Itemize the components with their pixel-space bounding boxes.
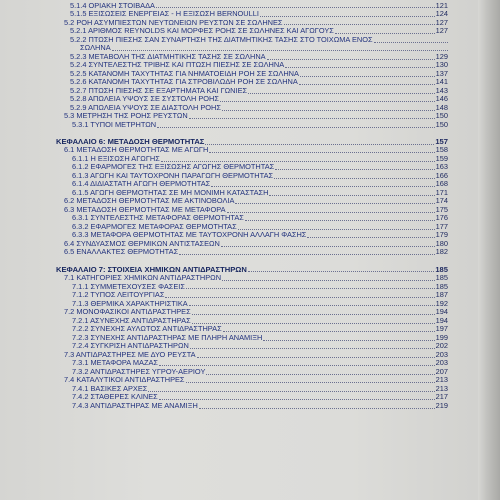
toc-entry-title: 5.3.1 ΤΥΠΟΙ ΜΕΤΡΗΤΩΝ xyxy=(72,119,157,129)
toc-entry-title: 7.1.3 ΘΕΡΜΙΚΑ ΧΑΡΑΚΤΗΡΙΣΤΙΚΑ xyxy=(72,298,188,308)
toc-entry-page: 207 xyxy=(435,366,448,376)
toc-entry-title: 6.1.1 Η ΕΞΙΣΩΣΗ ΑΓΩΓΗΣ xyxy=(72,153,160,163)
toc-entry-title: 7.2.4 ΣΥΓΚΡΙΣΗ ΑΝΤΙΔΡΑΣΤΗΡΩΝ xyxy=(72,341,189,351)
toc-entry-title: 7.1.2 ΤΥΠΟΣ ΛΕΙΤΟΥΡΓΙΑΣ xyxy=(72,290,165,300)
dot-leader xyxy=(186,288,435,289)
toc-entry-page: 127 xyxy=(435,17,448,27)
toc-entry-page: 213 xyxy=(435,383,448,393)
book-gutter xyxy=(478,0,500,500)
dot-leader xyxy=(186,382,435,383)
toc-entry-page: 143 xyxy=(435,85,448,95)
toc-entry-page: 127 xyxy=(435,26,448,36)
toc-entry-page: 203 xyxy=(435,358,448,368)
toc-entry-page: 180 xyxy=(435,238,448,248)
dot-leader xyxy=(148,391,435,392)
dot-leader xyxy=(248,93,435,94)
dot-leader xyxy=(190,348,435,349)
toc-entry-title: 5.2.7 ΠΤΩΣΗ ΠΙΕΣΗΣ ΣΕ ΕΞΑΡΤΗΜΑΤΑ ΚΑΙ ΓΩΝΙΕΣ xyxy=(70,85,248,95)
toc-entry-title: 5.2.2 ΠΤΩΣΗ ΠΙΕΣΗΣ ΣΑΝ ΣΥΝΑΡΤΗΣΗ ΤΗΣ ΔΙΑΤΜΗΤΙΚΗΣ ΤΑΣΗΣ ΣΤΟ ΤΟΙΧΩΜΑ ΕΝΟΣ xyxy=(70,34,373,44)
toc-entry-title: 5.3 ΜΕΤΡΗΣΗ ΤΗΣ ΡΟΗΣ ΡΕΥΣΤΩΝ xyxy=(64,111,188,121)
toc-entry-page: 121 xyxy=(435,0,448,10)
dot-leader xyxy=(179,254,435,255)
toc-entry-page: 176 xyxy=(435,213,448,223)
toc-entry-title: ΚΕΦΑΛΑΙΟ 7: ΣΤΟΙΧΕΙΑ ΧΗΜΙΚΩΝ ΑΝΤΙΔΡΑΣΤΗΡΩΝ xyxy=(56,264,247,274)
toc-entry-page: 171 xyxy=(435,187,448,197)
dot-leader xyxy=(222,280,435,281)
toc-entry-page: 194 xyxy=(435,307,448,317)
dot-leader xyxy=(267,59,435,60)
toc-entry-page: 157 xyxy=(435,136,448,146)
dot-leader xyxy=(159,399,435,400)
dot-leader xyxy=(227,212,435,213)
toc-entry-page: 141 xyxy=(435,77,448,87)
toc-entry-page: 150 xyxy=(435,119,448,129)
toc-entry-title: 7.4.3 ΑΝΤΙΔΡΑΣΤΗΡΑΣ ΜΕ ΑΝΑΜΙΞΗ xyxy=(72,400,198,410)
dot-leader xyxy=(221,246,435,247)
toc-entry-page: 219 xyxy=(435,400,448,410)
toc-entry-title: 5.2.5 ΚΑΤΑΝΟΜΗ ΤΑΧΥΤΗΤΑΣ ΓΙΑ ΝΗΜΑΤΟΕΙΔΗ ΡΟΗ ΣΕ ΣΩΛΗΝΑ xyxy=(70,68,299,78)
toc-entry-title: 7.4.1 ΒΑΣΙΚΕΣ ΑΡΧΕΣ xyxy=(72,383,148,393)
toc-entry xyxy=(56,402,448,411)
toc-entry-page: 202 xyxy=(435,341,448,351)
toc-entry-page: 158 xyxy=(435,145,448,155)
toc-entry-page: 174 xyxy=(435,196,448,206)
dot-leader xyxy=(300,76,435,77)
dot-leader xyxy=(263,340,435,341)
dot-leader xyxy=(199,408,435,409)
dot-leader xyxy=(189,305,435,306)
toc-entry-title: 5.1.5 ΕΞΙΣΩΣΕΙΣ ΕΝΕΡΓΕΙΑΣ - Η ΕΞΙΣΩΣΗ BERNOULLI xyxy=(70,9,259,19)
toc-entry xyxy=(56,36,448,45)
toc-entry-title: 6.5 ΕΝΑΛΛΑΚΤΕΣ ΘΕΡΜΟΤΗΤΑΣ xyxy=(64,247,179,257)
toc-entry-title: 7.4 ΚΑΤΑΛΥΤΙΚΟΙ ΑΝΤΙΔΡΑΣΤΗΡΕΣ xyxy=(64,375,185,385)
dot-leader xyxy=(197,357,435,358)
dot-leader xyxy=(223,331,435,332)
toc-entry-title: 5.2.3 ΜΕΤΑΒΟΛΗ ΤΗΣ ΔΙΑΤΜΗΤΙΚΗΣ ΤΑΣΗΣ ΣΕ ΣΩΛΗΝΑ xyxy=(70,51,266,61)
toc-entry-page: 185 xyxy=(435,264,448,274)
toc-entry-page: 159 xyxy=(435,153,448,163)
dot-leader xyxy=(192,323,435,324)
toc-entry-title: 5.2.9 ΑΠΩΛΕΙΑ ΥΨΟΥΣ ΣΕ ΔΙΑΣΤΟΛΗ ΡΟΗΣ xyxy=(70,102,221,112)
toc-entry-page: 217 xyxy=(435,392,448,402)
toc-entry-title: ΚΕΦΑΛΑΙΟ 6: ΜΕΤΑΔΟΣΗ ΘΕΡΜΟΤΗΤΑΣ xyxy=(56,136,205,146)
toc-entry-page: 163 xyxy=(435,162,448,172)
toc-entry-title: 5.2 ΡΟΗ ΑΣΥΜΠΙΕΣΤΩΝ ΝΕΥΤΩΝΕΙΩΝ ΡΕΥΣΤΩΝ ΣΕ ΣΩΛΗΝΕΣ xyxy=(64,17,283,27)
toc-entry-title: 7.2.3 ΣΥΝΕΧΗΣ ΑΝΤΙΔΡΑΣΤΗΡΑΣ ΜΕ ΠΛΗΡΗ ΑΝΑΜΙΞΗ xyxy=(72,332,263,342)
toc-entry-title: 5.2.4 ΣΥΝΤΕΛΕΣΤΗΣ ΤΡΙΒΗΣ ΚΑΙ ΠΤΩΣΗ ΠΙΕΣΗΣ ΣΕ ΣΩΛΗΝΑ xyxy=(70,60,285,70)
toc-entry-title: 7.3 ΑΝΤΙΔΡΑΣΤΗΡΕΣ ΜΕ ΔΥΟ ΡΕΥΣΤΑ xyxy=(64,349,196,359)
toc-entry-title: 5.1.4 ΟΡΙΑΚΗ ΣΤΟΙΒΑΔΑ xyxy=(70,0,155,10)
dot-leader xyxy=(260,16,435,17)
toc-entry-title: 6.3.2 ΕΦΑΡΜΟΓΕΣ ΜΕΤΑΦΟΡΑΣ ΘΕΡΜΟΤΗΤΑΣ xyxy=(72,221,237,231)
toc-entry-title: 5.2.1 ΑΡΙΘΜΟΣ REYNOLDS ΚΑΙ ΜΟΡΦΕΣ ΡΟΗΣ ΣΕ ΣΩΛΗΝΕΣ ΚΑΙ ΑΓΩΓΟΥΣ xyxy=(70,26,334,36)
toc-entry-title: 5.2.6 ΚΑΤΑΝΟΜΗ ΤΑΧΥΤΗΤΑΣ ΓΙΑ ΣΤΡΟΒΙΛΩΔΗ ΡΟΗ ΣΕ ΣΩΛΗΝΑ xyxy=(70,77,298,87)
dot-leader xyxy=(220,101,435,102)
dot-leader xyxy=(245,220,435,221)
toc-entry xyxy=(56,121,448,130)
toc-entry-title: 6.2 ΜΕΤΑΔΟΣΗ ΘΕΡΜΟΤΗΤΑΣ ΜΕ ΑΚΤΙΝΟΒΟΛΙΑ xyxy=(64,196,235,206)
dot-leader xyxy=(285,67,435,68)
toc-entry-title: 7.1.1 ΣΥΜΜΕΤΕΧΟΥΣΕΣ ΦΑΣΕΙΣ xyxy=(72,281,185,291)
dot-leader xyxy=(192,314,435,315)
toc-entry-page: 150 xyxy=(435,111,448,121)
dot-leader xyxy=(189,118,435,119)
toc-entry-page: 182 xyxy=(435,247,448,257)
toc-entry-title: ΣΩΛΗΝΑ xyxy=(80,43,111,53)
dot-leader xyxy=(206,374,435,375)
toc-entry-page: 146 xyxy=(435,94,448,104)
toc-entry-title: 7.2.2 ΣΥΝΕΧΗΣ ΑΥΛΩΤΟΣ ΑΝΤΙΔΡΑΣΤΗΡΑΣ xyxy=(72,324,222,334)
dot-leader xyxy=(235,203,435,204)
toc-entry-title: 6.1 ΜΕΤΑΔΟΣΗ ΘΕΡΜΟΤΗΤΑΣ ΜΕ ΑΓΩΓΗ xyxy=(64,145,209,155)
toc-entry-page: 168 xyxy=(435,179,448,189)
toc-entry-title: 6.1.4 ΔΙΔΙΑΣΤΑΤΗ ΑΓΩΓΗ ΘΕΡΜΟΤΗΤΑΣ xyxy=(72,179,211,189)
toc-entry-title: 6.1.3 ΑΓΩΓΗ ΚΑΙ ΤΑΥΤΟΧΡΟΝΗ ΠΑΡΑΓΩΓΗ ΘΕΡΜΟΤΗΤΑΣ xyxy=(72,170,274,180)
toc-entry-title: 7.2 ΜΟΝΟΦΑΣΙΚΟΙ ΑΝΤΙΔΡΑΣΤΗΡΕΣ xyxy=(64,307,191,317)
toc-entry-title: 6.1.5 ΑΓΩΓΗ ΘΕΡΜΟΤΗΤΑΣ ΣΕ ΜΗ ΜΟΝΙΜΗ ΚΑΤΑΣΤΑΣΗ xyxy=(72,187,269,197)
toc-entry-page: 185 xyxy=(435,281,448,291)
dot-leader xyxy=(269,195,435,196)
dot-leader xyxy=(374,42,448,43)
toc-entry-title: 7.2.1 ΑΣΥΝΕΧΗΣ ΑΝΤΙΔΡΑΣΤΗΡΑΣ xyxy=(72,315,191,325)
toc-entry-page: 203 xyxy=(435,349,448,359)
dot-leader xyxy=(335,33,435,34)
dot-leader xyxy=(275,169,435,170)
dot-leader xyxy=(165,297,435,298)
toc-entry-page: 185 xyxy=(435,273,448,283)
toc-entry-title: 6.3 ΜΕΤΑΔΟΣΗ ΘΕΡΜΟΤΗΤΑΣ ΜΕ ΜΕΤΑΦΟΡΑ xyxy=(64,204,226,214)
dot-leader xyxy=(205,144,434,145)
toc-entry-page: 179 xyxy=(435,230,448,240)
toc-entry-title: 5.2.8 ΑΠΩΛΕΙΑ ΥΨΟΥΣ ΣΕ ΣΥΣΤΟΛΗ ΡΟΗΣ xyxy=(70,94,219,104)
toc-entry-title: 7.4.2 ΣΤΑΘΕΡΕΣ ΚΛΙΝΕΣ xyxy=(72,392,158,402)
toc-entry-page: 197 xyxy=(435,324,448,334)
toc-entry-page: 187 xyxy=(435,290,448,300)
dot-leader xyxy=(299,84,435,85)
toc-entry-title: 6.3.3 ΜΕΤΑΦΟΡΑ ΘΕΡΜΟΤΗΤΑΣ ΜΕ ΤΑΥΤΟΧΡΟΝΗ ΑΛΛΑΓΗ ΦΑΣΗΣ xyxy=(72,230,307,240)
toc-entry-page: 177 xyxy=(435,221,448,231)
toc-entry-page: 199 xyxy=(435,332,448,342)
toc-entry-page: 130 xyxy=(435,60,448,70)
toc-entry-title: 7.1 ΚΑΤΗΓΟΡΙΕΣ ΧΗΜΙΚΩΝ ΑΝΤΙΔΡΑΣΤΗΡΩΝ xyxy=(64,273,222,283)
table-of-contents xyxy=(56,0,448,410)
toc-entry-page: 166 xyxy=(435,170,448,180)
toc-entry-page: 175 xyxy=(435,204,448,214)
toc-entry-title: 7.3.1 ΜΕΤΑΦΟΡΑ ΜΑΖΑΣ xyxy=(72,358,158,368)
toc-entry-title: 6.1.2 ΕΦΑΡΜΟΓΕΣ ΤΗΣ ΕΞΙΣΩΣΗΣ ΑΓΩΓΗΣ ΘΕΡΜΟΤΗΤΑΣ xyxy=(72,162,275,172)
dot-leader xyxy=(307,237,435,238)
dot-leader xyxy=(112,50,448,51)
toc-entry-page: 129 xyxy=(435,51,448,61)
toc-entry-page: 148 xyxy=(435,102,448,112)
toc-entry-title: 6.3.1 ΣΥΝΤΕΛΕΣΤΗΣ ΜΕΤΑΦΟΡΑΣ ΘΕΡΜΟΤΗΤΑΣ xyxy=(72,213,244,223)
toc-entry-page: 213 xyxy=(435,375,448,385)
dot-leader xyxy=(248,271,434,272)
dot-leader xyxy=(222,110,435,111)
dot-leader xyxy=(157,127,435,128)
dot-leader xyxy=(274,178,435,179)
dot-leader xyxy=(209,152,435,153)
toc-entry xyxy=(56,248,448,257)
toc-entry-page: 137 xyxy=(435,68,448,78)
toc-entry-title: 6.4 ΣΥΝΔΥΑΣΜΟΣ ΘΕΡΜΙΚΩΝ ΑΝΤΙΣΤΑΣΕΩΝ xyxy=(64,238,220,248)
toc-entry-title: 7.3.2 ΑΝΤΙΔΡΑΣΤΗΡΕΣ ΥΓΡΟΥ-ΑΕΡΙΟΥ xyxy=(72,366,206,376)
toc-entry-page: 124 xyxy=(435,9,448,19)
toc-entry-page: 194 xyxy=(435,315,448,325)
toc-entry-page: 192 xyxy=(435,298,448,308)
dot-leader xyxy=(159,365,435,366)
